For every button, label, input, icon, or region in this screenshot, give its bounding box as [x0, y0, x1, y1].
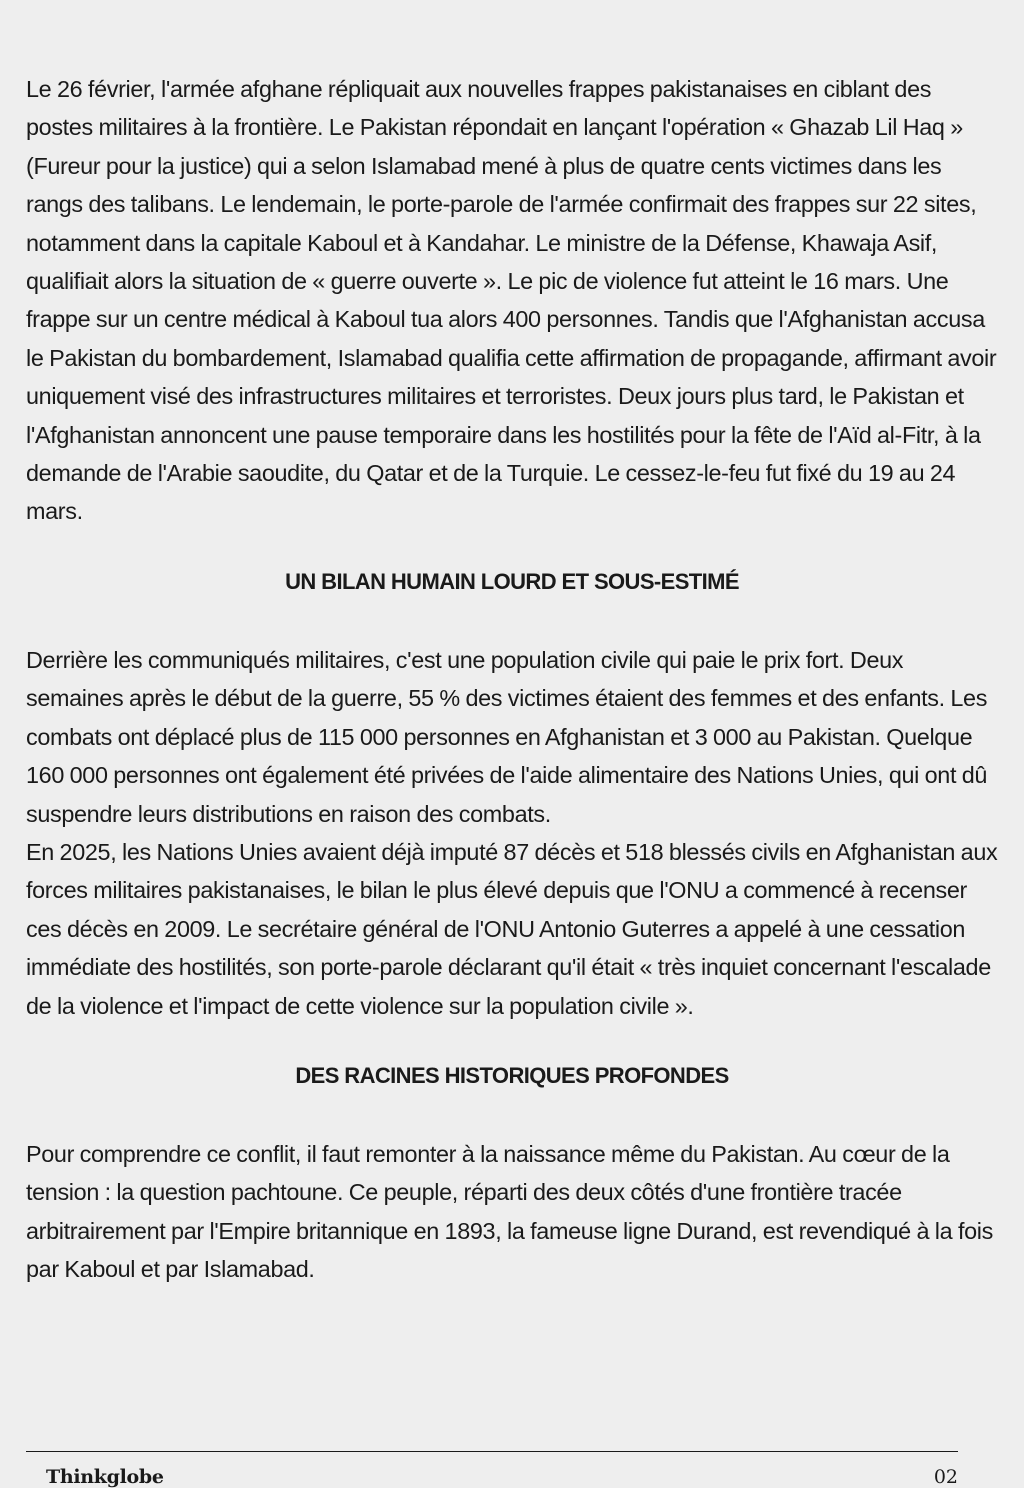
article-paragraph: Derrière les communiqués militaires, c'est une population civile qui paie le prix fort. Deux semaines après le début de la guerre, 55 % des victimes étaient des femmes et des enfants. Les combats ont déplacé plus de 115 000 personnes en Afghanistan et 3 000 au Pakistan. Quelque 160 000 personnes ont également été privées de l'aide alimentaire des Nations Unies, qui ont dû suspendre leurs distributions en raison des combats.: [26, 646, 988, 827]
page-number: 02: [933, 1466, 958, 1488]
section-heading: UN BILAN HUMAIN LOURD ET SOUS-ESTIMÉ: [285, 568, 739, 594]
article-paragraph: Pour comprendre ce conflit, il faut remonter à la naissance même du Pakistan. Au cœur de la tension : la question pachtoune. Ce peuple, réparti des deux côtés d'une frontière tracée arbitrairement par l'Empire britannique en 1893, la fameuse ligne Durand, est revendiqué à la fois par Kaboul et par Islamabad.: [26, 1140, 993, 1283]
section-heading: DES RACINES HISTORIQUES PROFONDES: [295, 1062, 729, 1088]
article-paragraph: En 2025, les Nations Unies avaient déjà imputé 87 décès et 518 blessés civils en Afghanistan aux forces militaires pakistanaises, le bilan le plus élevé depuis que l'ONU a commencé à recenser ces décès en 2009. Le secrétaire général de l'ONU Antonio Guterres a appelé à une cessation immédiate des hostilités, son porte-parole déclarant qu'il était « très inquiet concernant l'escalade de la violence et l'impact de cette violence sur la population civile ».: [26, 838, 998, 1019]
footer-divider: [26, 1451, 958, 1452]
article-body: [26, 70, 998, 1289]
footer-brand: Thinkglobe: [46, 1466, 164, 1488]
article-paragraph: Le 26 février, l'armée afghane répliquait aux nouvelles frappes pakistanaises en ciblant des postes militaires à la frontière. Le Pakistan répondait en lançant l'opération « Ghazab Lil Haq » (Fureur pour la justice) qui a selon Islamabad mené à plus de quatre cents victimes dans les rangs des talibans. Le lendemain, le porte-parole de l'armée confirmait des frappes sur 22 sites, notamment dans la capitale Kaboul et à Kandahar. Le ministre de la Défense, Khawaja Asif, qualifiait alors la situation de « guerre ouverte ». Le pic de violence fut atteint le 16 mars. Une frappe sur un centre médical à Kaboul tua alors 400 personnes. Tandis que l'Afghanistan accusa le Pakistan du bombardement, Islamabad qualifia cette affirmation de propagande, affirmant avoir uniquement visé des infrastructures militaires et terroristes. Deux jours plus tard, le Pakistan et l'Afghanistan annoncent une pause temporaire dans les hostilités pour la fête de l'Aïd al-Fitr, à la demande de l'Arabie saoudite, du Qatar et de la Turquie. Le cessez-le-feu fut fixé du 19 au 24 mars.: [26, 76, 997, 525]
